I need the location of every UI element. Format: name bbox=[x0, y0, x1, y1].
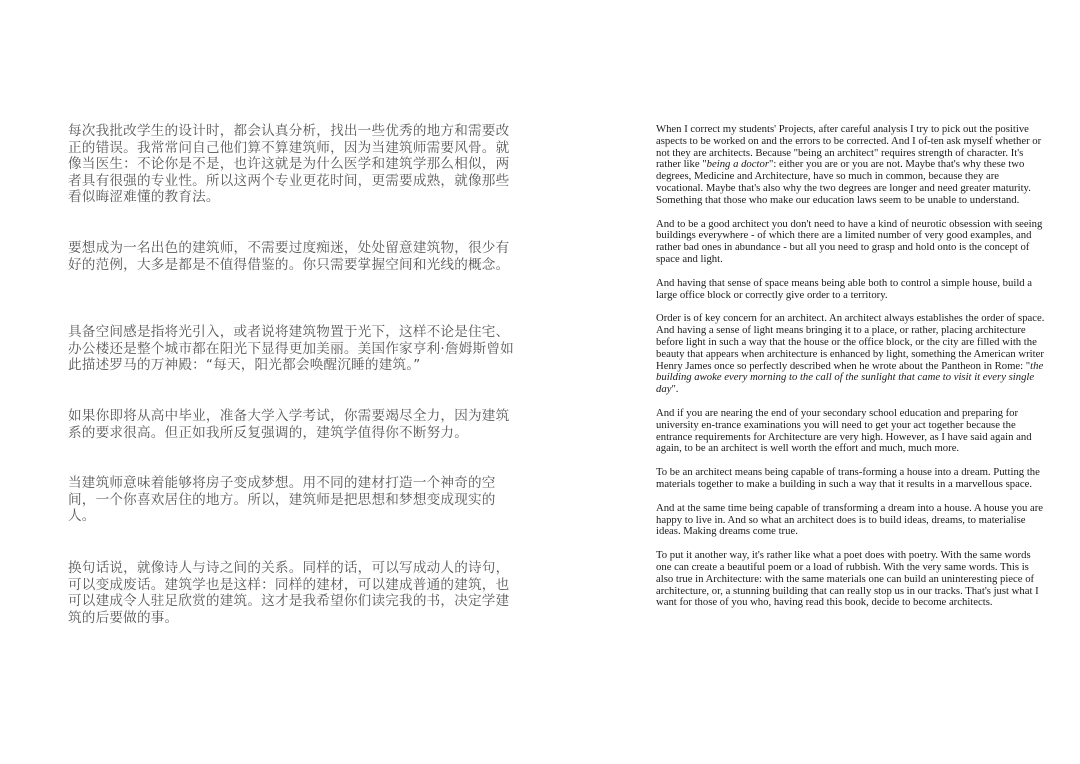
en-paragraph-7: To be an architect means being capable of trans-forming a house into a dream. Putting the materials together to make a building in such a way that it results in a marvellous space. bbox=[656, 466, 1040, 490]
en-paragraph-1 bbox=[656, 124, 1048, 207]
english-text-column bbox=[656, 124, 1048, 621]
en-paragraph-1-text-b: ": either you are or you are not. Maybe that's why these two degrees, Medicine and Architecture, have so much in common, because they are vocational. Maybe that's also why the two degrees are longer and need greater maturity. Something that those who make our education laws seem to be unable to understand. bbox=[656, 158, 1031, 206]
en-paragraph-3: And having that sense of space means being able both to control a simple house, build a large office block or correctly give order to a territory. bbox=[656, 276, 1033, 301]
en-paragraph-6: And if you are nearing the end of your secondary school education and preparing for university en-trance examinations you will need to get your act together because the entrance requirements for Architecture are very high. However, as I have said again and again, to be an architect is well worth the effort and much, much more. bbox=[656, 406, 1032, 455]
zh-paragraph-1: 每次我批改学生的设计时，都会认真分析，找出一些优秀的地方和需要改正的错误。我常常问自己他们算不算建筑师，因为当建筑师需要风骨。就像当医生：不论你是不是，也许这就是为什么医学和建筑学那么相似，两者具有很强的专业性。所以这两个专业更花时间，更需要成熟，就像那些看似晦涩难懂的教育法。 bbox=[68, 123, 510, 205]
en-paragraph-2: And to be a good architect you don't need to have a kind of neurotic obsession with seeing buildings everywhere - of which there are a limited number of very good examples, and rather bad ones in abundance - but all you need to grasp and hold onto is the concept of space and light. bbox=[656, 217, 1043, 265]
en-paragraph-1-italic: being a doctor bbox=[706, 158, 769, 171]
zh-paragraph-2: 要想成为一名出色的建筑师，不需要过度痴迷，处处留意建筑物，很少有好的范例，大多是都是不值得借鉴的。你只需要掌握空间和光线的概念。 bbox=[68, 240, 510, 273]
en-paragraph-5 bbox=[656, 325, 1048, 396]
en-paragraph-1-text-a: When I correct my students' Projects, after careful analysis I try to pick out the positive aspects to be worked on and the errors to be corrected. And I of-ten ask myself whether or not they are architects. Because "being an architect" requires strength of character. It's rather like " bbox=[656, 123, 1042, 171]
en-paragraph-5-italic-quote: the building awoke every morning to the call of the sunlight that came to visit it every single day bbox=[656, 359, 1044, 396]
en-paragraph-4: Order is of key concern for an architect. An architect always establishes the order of space. bbox=[656, 312, 1045, 325]
en-paragraph-5-text-b: ". bbox=[671, 383, 679, 396]
zh-paragraph-5: 当建筑师意味着能够将房子变成梦想。用不同的建材打造一个神奇的空间，一个你喜欢居住的地方。所以，建筑师是把思想和梦想变成现实的人。 bbox=[68, 475, 496, 524]
en-paragraph-5-text-a: And having a sense of light means bringing it to a place, or rather, placing architecture before light in such a way that the house or the office block, or the city are filled with the beauty that appears when architecture is enhanced by light, something the American writer Henry James once so perfectly described when he wrote about the Pantheon in Rome: " bbox=[656, 324, 1044, 372]
zh-paragraph-4: 如果你即将从高中毕业，准备大学入学考试，你需要竭尽全力，因为建筑系的要求很高。但正如我所反复强调的，建筑学值得你不断努力。 bbox=[68, 408, 510, 441]
zh-paragraph-3: 具备空间感是指将光引入，或者说将建筑物置于光下，这样不论是住宅、办公楼还是整个城市都在阳光下显得更加美丽。美国作家亨利·詹姆斯曾如此描述罗马的万神殿：“每天，阳光都会唤醒沉睡的建筑。” bbox=[68, 324, 514, 373]
right-page-english bbox=[540, 0, 1080, 764]
en-paragraph-8: And at the same time being capable of transforming a dream into a house. A house you are happy to live in. And so what an architect does is to build ideas, dreams, to materialise ideas. Making dreams come true. bbox=[656, 501, 1044, 538]
en-paragraph-9: To put it another way, it's rather like what a poet does with poetry. With the same words one can create a beautiful poem or a load of rubbish. With the very same words. This is also true in Architecture: with the same materials one can build an uninteresting piece of architecture, or, a stunning building that can really stop us in our tracks. That's just what I want for those of you who, having read this book, decide to become architects. bbox=[656, 549, 1039, 609]
zh-paragraph-6: 换句话说，就像诗人与诗之间的关系。同样的话，可以写成动人的诗句，可以变成废话。建筑学也是这样：同样的建材，可以建成普通的建筑，也可以建成令人驻足欣赏的建筑。这才是我希望你们读完我的书，决定学建筑的后要做的事。 bbox=[68, 560, 510, 626]
